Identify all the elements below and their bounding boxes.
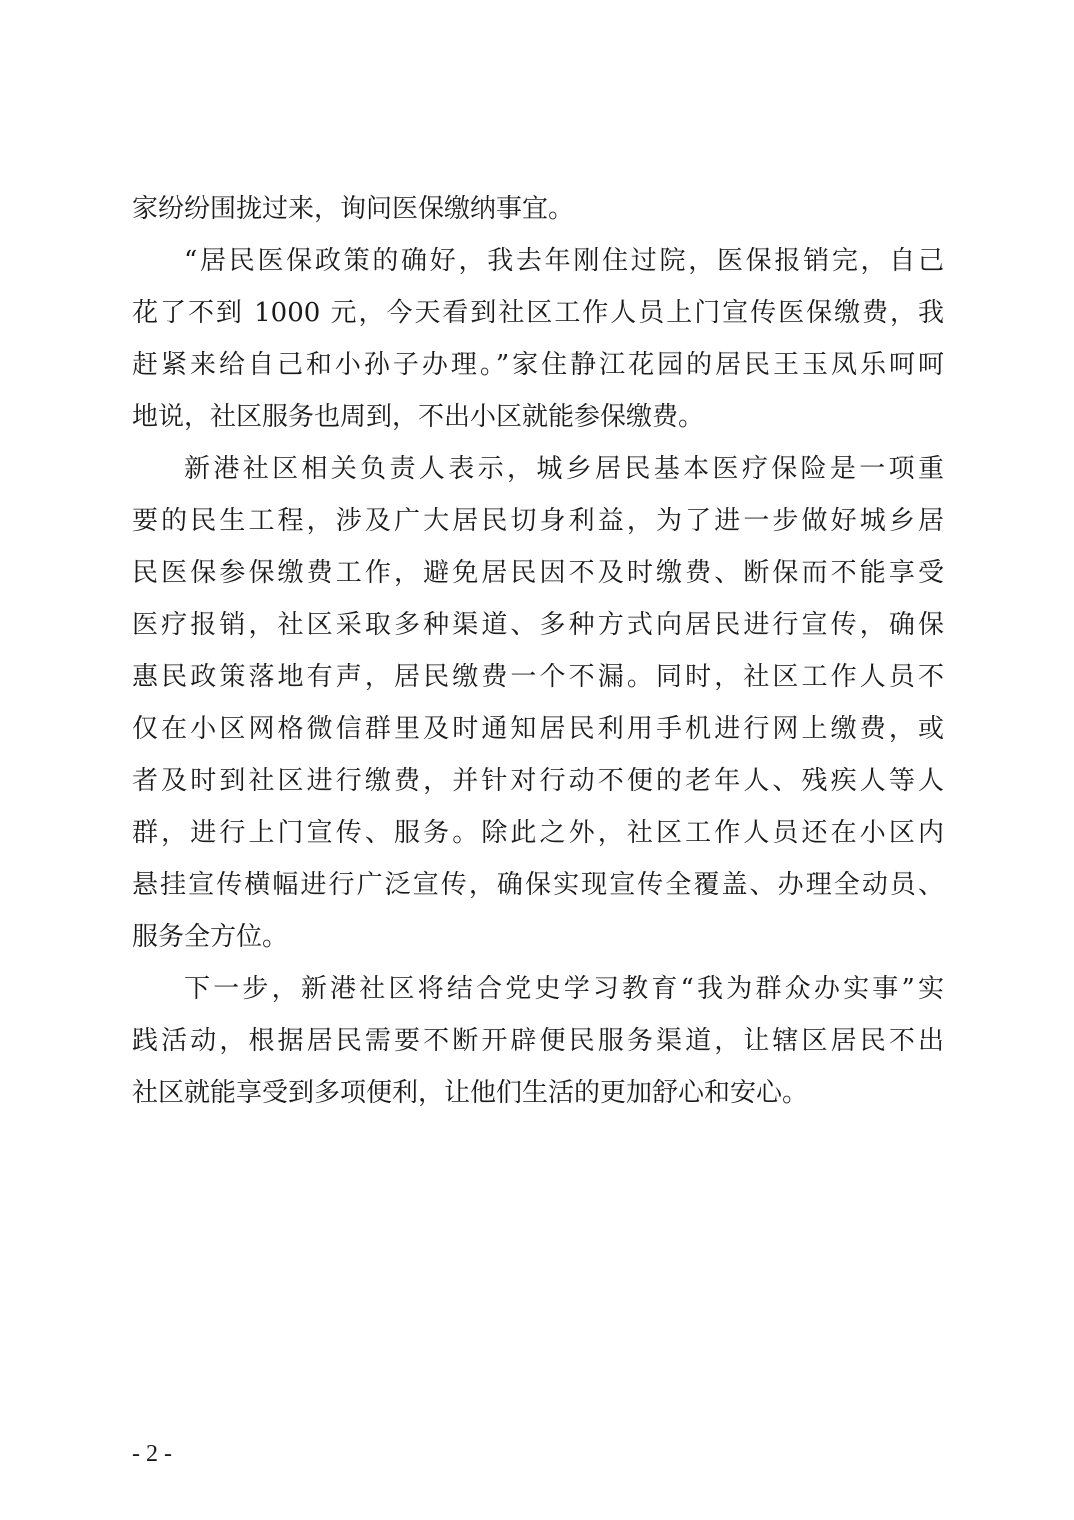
text-line-5: 地说，社区服务也周到，不出小区就能参保缴费。	[132, 402, 705, 432]
text-line-6: 新港社区相关负责人表示，城乡居民基本医疗保险是一项重	[184, 454, 944, 484]
text-line-10: 惠民政策落地有声，居民缴费一个不漏。同时，社区工作人员不	[132, 662, 944, 692]
text-line-3: 花了不到 1000 元，今天看到社区工作人员上门宣传医保缴费，我	[132, 298, 944, 328]
text-line-8: 民医保参保缴费工作，避免居民因不及时缴费、断保而不能享受	[132, 558, 944, 588]
text-line-7: 要的民生工程，涉及广大居民切身利益，为了进一步做好城乡居	[132, 506, 944, 536]
text-line-13: 群，进行上门宣传、服务。除此之外，社区工作人员还在小区内	[132, 818, 944, 848]
text-line-12: 者及时到社区进行缴费，并针对行动不便的老年人、残疾人等人	[132, 766, 944, 796]
text-line-18: 社区就能享受到多项便利，让他们生活的更加舒心和安心。	[132, 1078, 809, 1108]
text-line-15: 服务全方位。	[132, 922, 289, 952]
text-line-17: 践活动，根据居民需要不断开辟便民服务渠道，让辖区居民不出	[132, 1026, 944, 1056]
text-line-4: 赶紧来给自己和小孙子办理。”家住静江花园的居民王玉凤乐呵呵	[132, 350, 944, 380]
article-body	[132, 183, 944, 1119]
page-number: - 2 -	[132, 1441, 172, 1467]
text-line-9: 医疗报销，社区采取多种渠道、多种方式向居民进行宣传，确保	[132, 610, 944, 640]
text-line-11: 仅在小区网格微信群里及时通知居民利用手机进行网上缴费，或	[132, 714, 944, 744]
text-line-1: 家纷纷围拢过来，询问医保缴纳事宜。	[132, 194, 575, 224]
text-line-16: 下一步，新港社区将结合党史学习教育“我为群众办实事”实	[184, 974, 944, 1004]
text-line-14: 悬挂宣传横幅进行广泛宣传，确保实现宣传全覆盖、办理全动员、	[132, 870, 944, 900]
text-line-2: “居民医保政策的确好，我去年刚住过院，医保报销完，自己	[184, 246, 944, 276]
